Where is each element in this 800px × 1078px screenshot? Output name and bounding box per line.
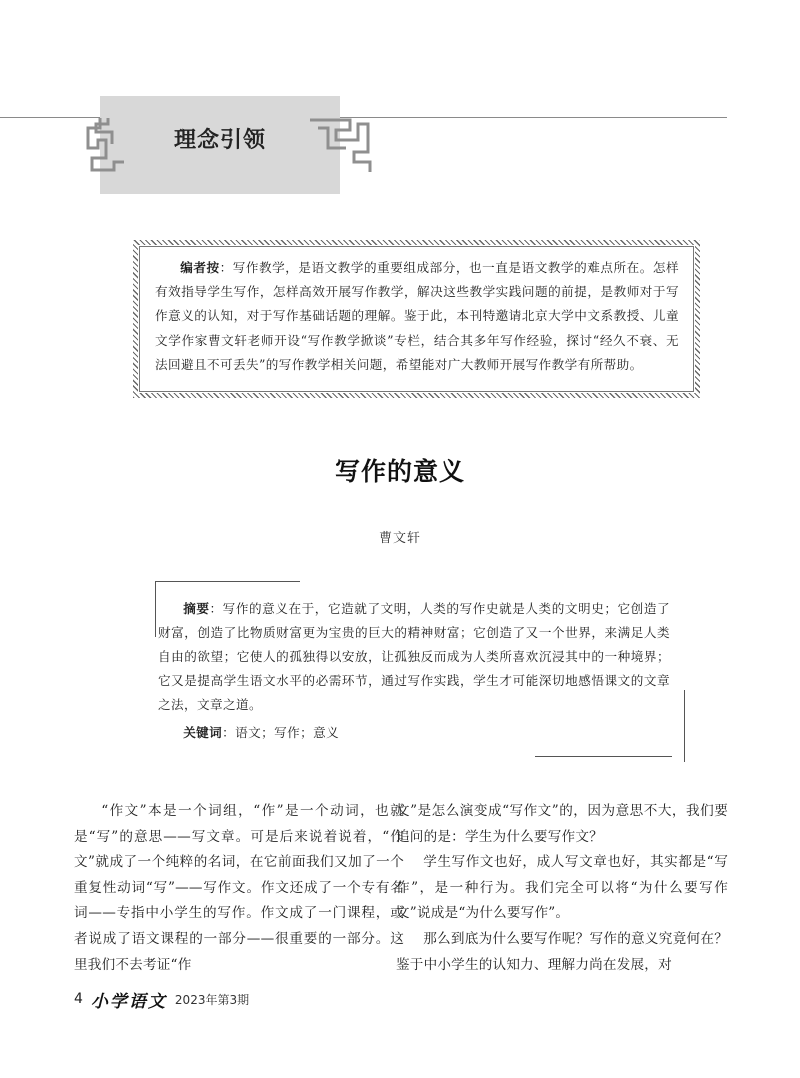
- meander-ornament-right: [310, 118, 374, 174]
- body-paragraph: “作文”本是一个词组，“作”是一个动词，也就是“写”的意思——写文章。可是后来说着说着，“作文”就成了一个纯粹的名词，在它前面我们又加了一个重复性动词“写”——写作文。作文还成了一个专有名词——专指中小学生的写作。作文成了一门课程，或者说成了语文课程的一部分——很重要的一部分。这里我们不去考证“作: [74, 803, 404, 973]
- body-column-left: [74, 799, 404, 978]
- abstract-frame-right: [684, 690, 685, 762]
- body-column-right: [396, 799, 728, 978]
- body-paragraph: 文”是怎么演变成“写作文”的，因为意思不大，我们要追问的是：学生为什么要写作文？: [396, 803, 728, 845]
- section-title: 理念引领: [174, 127, 267, 153]
- abstract-text: ：写作的意义在于，它造就了文明，人类的写作史就是人类的文明史；它创造了财富，创造了比物质财富更为宝贵的巨大的精神财富；它创造了又一个世界，来满足人类自由的欲望；它使人的孤独得以安放，让孤独反而成为人类所喜欢沉浸其中的一种境界；它又是提高学生语文水平的必需环节，通过写作实践，学生才可能深切地感悟课文的文章之法，文章之道。: [158, 601, 670, 713]
- abstract-frame-left: [155, 581, 156, 637]
- article-author: 曹文轩: [378, 531, 421, 546]
- page-number: 4: [74, 991, 83, 1007]
- page-footer: [74, 989, 250, 1012]
- issue-label: 2023年第3期: [174, 992, 250, 1007]
- body-paragraph: 那么到底为什么要写作呢？写作的意义究竟何在？鉴于中小学生的认知力、理解力尚在发展，对: [396, 930, 728, 973]
- abstract-label: 摘要: [183, 601, 210, 616]
- abstract-paragraph: [158, 597, 670, 717]
- meander-ornament-left: [84, 118, 144, 178]
- editor-note-label: 编者按: [180, 260, 220, 275]
- keywords-line: [158, 721, 670, 745]
- keywords-text: ：语文；写作；意义: [222, 725, 340, 741]
- abstract-block: [158, 597, 670, 745]
- editor-note-paragraph: [155, 256, 679, 377]
- editor-note-text: ：写作教学，是语文教学的重要组成部分，也一直是语文教学的难点所在。怎样有效指导学生写作，怎样高效开展写作教学，解决这些教学实践问题的前提，是教师对于写作意义的认知，对于写作基础话题的理解。鉴于此，本刊特邀请北京大学中文系教授、儿童文学作家曹文轩老师开设“写作教学掀谈”专栏，结合其多年写作经验，探讨“经久不衰、无法回避且不可丢失”的写作教学相关问题，希望能对广大教师开展写作教学有所帮助。: [155, 260, 679, 372]
- magazine-name: 小学语文: [90, 991, 167, 1012]
- editor-note-box: [133, 240, 700, 398]
- article-title: 写作的意义: [334, 457, 465, 486]
- editor-note-inner: [139, 246, 694, 392]
- abstract-frame-bottom: [535, 756, 672, 757]
- keywords-label: 关键词: [183, 725, 223, 741]
- abstract-frame-top: [155, 581, 300, 582]
- body-paragraph: 学生写作文也好，成人写文章也好，其实都是“写作”，是一种行为。我们完全可以将“为什么要写作文”说成是“为什么要写作”。: [396, 854, 728, 922]
